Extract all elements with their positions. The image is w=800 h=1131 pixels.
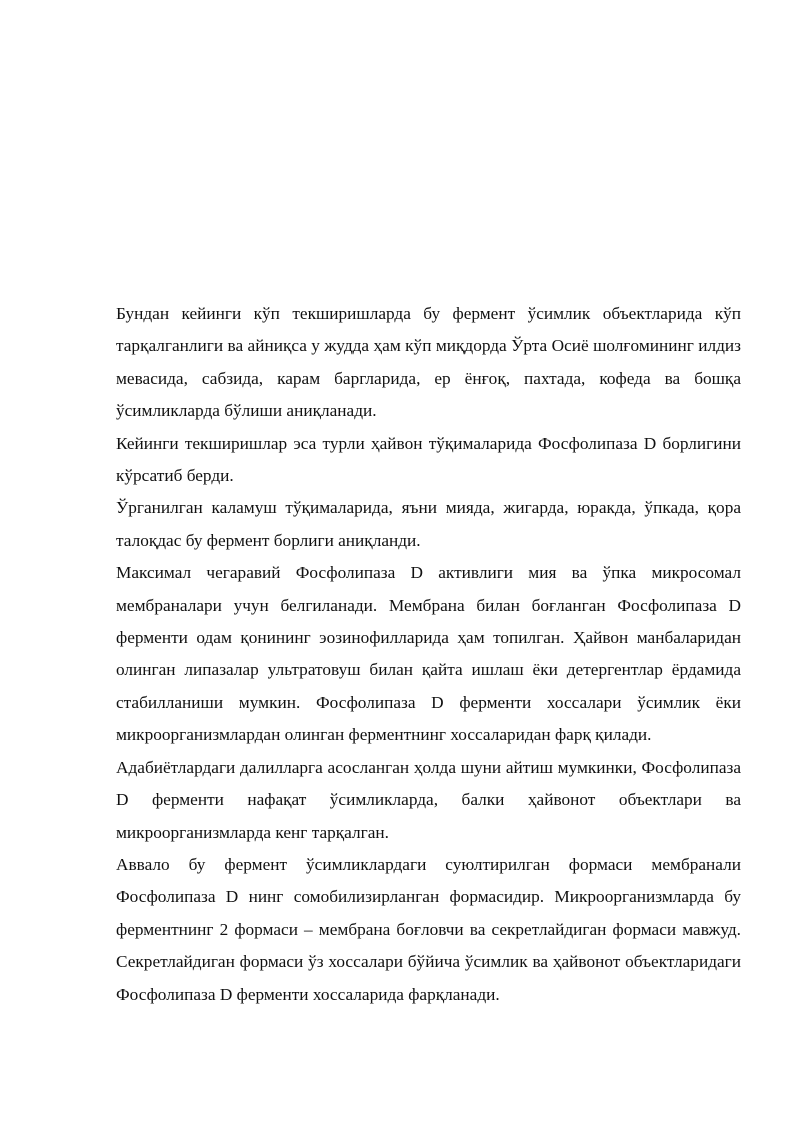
paragraph: Аввало бу фермент ўсимликлардаги суюлтирилган формаси мембранали Фосфолипаза D нинг сомобилизирланган формасидир. Микроорганизмларда бу ферментнинг 2 формаси – мембрана боғловчи ва секретлайдиган формаси мавжуд. Секретлайдиган формаси ўз хоссалари бўйича ўсимлик ва ҳайвонот объектларидаги Фосфолипаза D ферменти хоссаларида фарқланади.	[116, 854, 741, 1004]
paragraph: Максимал чегаравий Фосфолипаза D активлиги мия ва ўпка микросомал мембраналари учун белгиланади. Мембрана билан боғланган Фосфолипаза D ферменти одам қонининг эозинофилларида ҳам топилган. Ҳайвон манбаларидан олинган липазалар ультратовуш билан қайта ишлаш ёки детергентлар ёрдамида стабилланиши мумкин. Фосфолипаза D ферменти хоссалари ўсимлик ёки микроорганизмлардан олинган ферментнинг хоссаларидан фарқ қилади.	[116, 563, 741, 745]
paragraph: Бундан кейинги кўп текширишларда бу фермент ўсимлик объектларида кўп тарқалганлиги ва айниқса у жудда ҳам кўп миқдорда Ўрта Осиё шолғомининг илдиз мевасида, сабзида, карам баргларида, ер ёнғоқ, пахтада, кофеда ва бошқа ўсимликларда бўлиши аниқланади.	[116, 304, 741, 421]
document-body	[116, 298, 741, 1011]
paragraph: Ўрганилган каламуш тўқималарида, яъни мияда, жигарда, юракда, ўпкада, қора талоқдас бу фермент борлиги аниқланди.	[116, 498, 741, 550]
paragraph: Кейинги текширишлар эса турли ҳайвон тўқималарида Фосфолипаза D борлигини кўрсатиб берди.	[116, 433, 741, 486]
paragraph: Адабиётлардаги далилларга асосланган ҳолда шуни айтиш мумкинки, Фосфолипаза D ферменти нафақат ўсимликларда, балки ҳайвонот объектлари ва микроорганизмларда кенг тарқалган.	[116, 757, 741, 842]
